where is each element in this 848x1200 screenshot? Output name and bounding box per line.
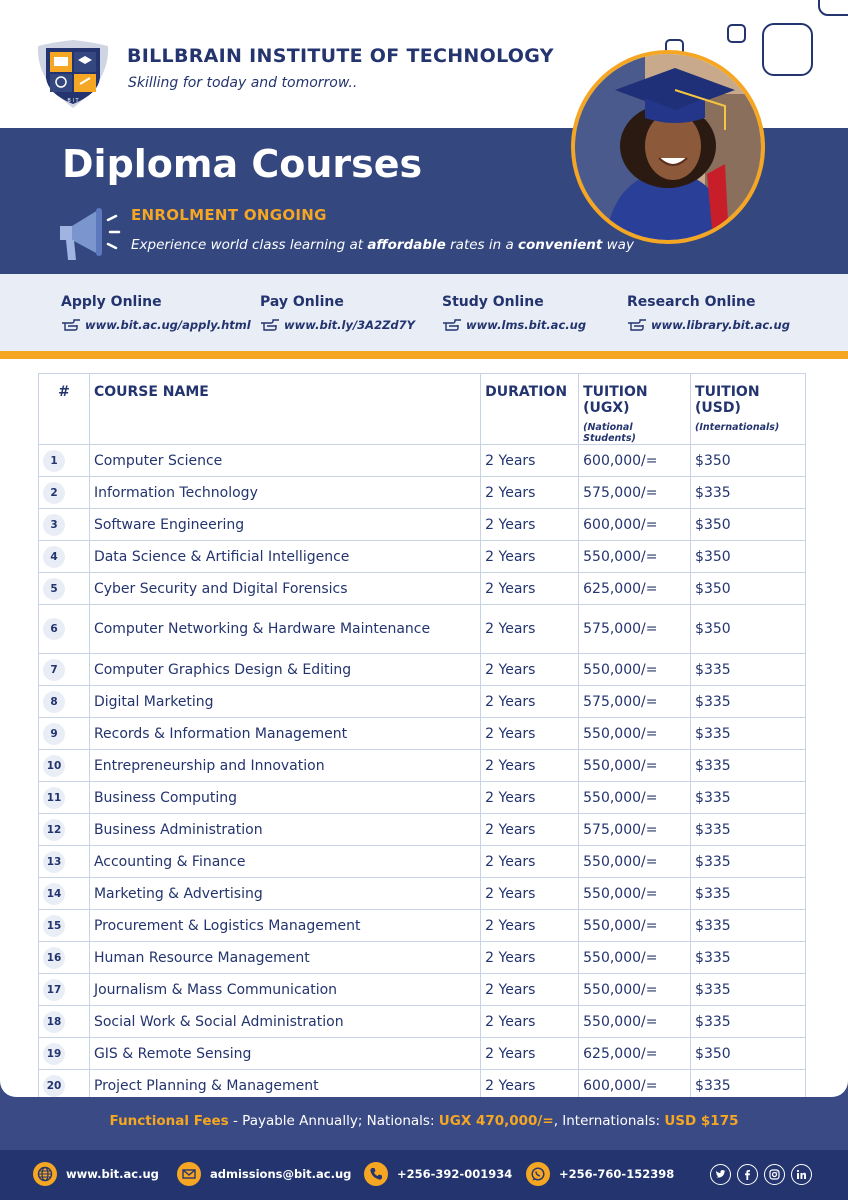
table-row	[39, 1070, 806, 1098]
table-row	[39, 782, 806, 814]
row-number-cell	[39, 782, 90, 814]
study-online-link[interactable]	[442, 318, 586, 332]
row-number: 4	[43, 546, 65, 568]
social-links	[710, 1164, 812, 1185]
row-number: 1	[43, 450, 65, 472]
footer-email[interactable]	[177, 1162, 351, 1186]
facebook-icon[interactable]	[737, 1164, 758, 1185]
pointing-hand-icon	[627, 318, 647, 332]
decor-square-4	[818, 0, 848, 16]
row-number-cell	[39, 974, 90, 1006]
course-name: Business Computing	[89, 782, 480, 814]
tuition-ugx: 550,000/=	[579, 541, 691, 573]
tuition-usd: $335	[691, 782, 806, 814]
tuition-usd: $350	[691, 509, 806, 541]
row-number: 20	[43, 1075, 65, 1097]
course-duration: 2 Years	[481, 910, 579, 942]
mail-icon	[177, 1162, 201, 1186]
tuition-ugx: 550,000/=	[579, 750, 691, 782]
course-name: Business Administration	[89, 814, 480, 846]
research-online-label: Research Online	[627, 294, 756, 310]
course-name: Journalism & Mass Communication	[89, 974, 480, 1006]
functional-fees-note	[0, 1113, 848, 1129]
tuition-usd: $335	[691, 878, 806, 910]
megaphone-icon	[52, 202, 122, 266]
row-number: 2	[43, 482, 65, 504]
footer-phone[interactable]	[364, 1162, 512, 1186]
fees-text-2: , Internationals:	[553, 1113, 665, 1129]
row-number: 17	[43, 979, 65, 1001]
tuition-ugx: 550,000/=	[579, 846, 691, 878]
row-number-cell	[39, 509, 90, 541]
row-number: 18	[43, 1011, 65, 1033]
decor-square-1	[727, 24, 746, 43]
page-title: Diploma Courses	[62, 142, 423, 186]
row-number: 8	[43, 691, 65, 713]
promo-part-5: way	[602, 237, 634, 253]
course-name: Data Science & Artificial Intelligence	[89, 541, 480, 573]
course-name: Accounting & Finance	[89, 846, 480, 878]
course-name: Computer Networking & Hardware Maintenance	[89, 605, 480, 654]
course-name: Human Resource Management	[89, 942, 480, 974]
row-number-cell	[39, 910, 90, 942]
col-header-tuition-usd	[691, 374, 806, 445]
row-number-cell	[39, 654, 90, 686]
tuition-usd: $335	[691, 750, 806, 782]
course-duration: 2 Years	[481, 814, 579, 846]
table-row	[39, 910, 806, 942]
course-duration: 2 Years	[481, 846, 579, 878]
course-duration: 2 Years	[481, 573, 579, 605]
row-number: 6	[43, 618, 65, 640]
tuition-ugx: 550,000/=	[579, 718, 691, 750]
row-number-cell	[39, 942, 90, 974]
course-duration: 2 Years	[481, 974, 579, 1006]
row-number: 3	[43, 514, 65, 536]
col-header-course: COURSE NAME	[89, 374, 480, 445]
row-number-cell	[39, 686, 90, 718]
row-number: 19	[43, 1043, 65, 1065]
row-number-cell	[39, 718, 90, 750]
tuition-ugx-sublabel: (National Students)	[583, 422, 636, 444]
tuition-ugx: 550,000/=	[579, 782, 691, 814]
graduate-photo	[571, 50, 765, 244]
table-row	[39, 654, 806, 686]
tuition-usd-label: TUITION (USD)	[695, 384, 760, 416]
course-name: GIS & Remote Sensing	[89, 1038, 480, 1070]
tuition-ugx: 600,000/=	[579, 445, 691, 477]
row-number-cell	[39, 1070, 90, 1098]
phone-icon	[364, 1162, 388, 1186]
col-header-tuition-ugx	[579, 374, 691, 445]
footer-whatsapp[interactable]	[526, 1162, 674, 1186]
tuition-usd: $350	[691, 541, 806, 573]
study-online-url: www.lms.bit.ac.ug	[466, 318, 587, 332]
row-number-cell	[39, 477, 90, 509]
course-name: Computer Science	[89, 445, 480, 477]
tuition-usd: $335	[691, 718, 806, 750]
table-row	[39, 814, 806, 846]
course-duration: 2 Years	[481, 878, 579, 910]
whatsapp-icon	[526, 1162, 550, 1186]
row-number: 5	[43, 578, 65, 600]
course-name: Computer Graphics Design & Editing	[89, 654, 480, 686]
tuition-usd: $350	[691, 605, 806, 654]
apply-online-url: www.bit.ac.ug/apply.html	[85, 318, 251, 332]
promo-part-1: Experience world class learning at	[131, 237, 368, 253]
institute-logo	[32, 36, 114, 112]
tuition-ugx: 550,000/=	[579, 654, 691, 686]
table-row	[39, 477, 806, 509]
row-number-cell	[39, 846, 90, 878]
tuition-usd: $335	[691, 910, 806, 942]
tuition-ugx: 600,000/=	[579, 509, 691, 541]
tuition-ugx: 600,000/=	[579, 1070, 691, 1098]
row-number-cell	[39, 445, 90, 477]
tuition-ugx: 550,000/=	[579, 942, 691, 974]
tuition-ugx: 625,000/=	[579, 1038, 691, 1070]
row-number-cell	[39, 541, 90, 573]
table-row	[39, 1006, 806, 1038]
promo-part-3: rates in a	[445, 237, 519, 253]
fees-label: Functional Fees	[109, 1113, 229, 1129]
row-number: 12	[43, 819, 65, 841]
footer-phone-text: +256-392-001934	[397, 1167, 513, 1181]
footer-email-text: admissions@bit.ac.ug	[210, 1167, 352, 1181]
course-duration: 2 Years	[481, 477, 579, 509]
tuition-ugx: 575,000/=	[579, 814, 691, 846]
course-duration: 2 Years	[481, 654, 579, 686]
tuition-usd: $335	[691, 654, 806, 686]
course-duration: 2 Years	[481, 605, 579, 654]
course-duration: 2 Years	[481, 686, 579, 718]
col-header-number: #	[39, 374, 90, 445]
course-duration: 2 Years	[481, 1006, 579, 1038]
table-row	[39, 974, 806, 1006]
course-name: Procurement & Logistics Management	[89, 910, 480, 942]
course-name: Cyber Security and Digital Forensics	[89, 573, 480, 605]
institution-name: BILLBRAIN INSTITUTE OF TECHNOLOGY	[127, 45, 554, 67]
table-row	[39, 942, 806, 974]
apply-online-link[interactable]	[61, 318, 251, 332]
course-name: Marketing & Advertising	[89, 878, 480, 910]
row-number-cell	[39, 1038, 90, 1070]
tuition-usd-sublabel: (Internationals)	[695, 422, 780, 433]
table-row	[39, 750, 806, 782]
table-row	[39, 541, 806, 573]
footer-website[interactable]	[33, 1162, 159, 1186]
linkedin-icon[interactable]	[791, 1164, 812, 1185]
course-name: Information Technology	[89, 477, 480, 509]
research-online-url: www.library.bit.ac.ug	[651, 318, 790, 332]
row-number: 13	[43, 851, 65, 873]
tuition-ugx: 550,000/=	[579, 910, 691, 942]
footer-website-text: www.bit.ac.ug	[66, 1167, 159, 1181]
promo-text	[131, 237, 634, 253]
col-header-duration: DURATION	[481, 374, 579, 445]
footer-whatsapp-text: +256-760-152398	[559, 1167, 675, 1181]
institution-tagline: Skilling for today and tomorrow..	[128, 75, 358, 91]
tuition-usd: $350	[691, 445, 806, 477]
course-name: Project Planning & Management	[89, 1070, 480, 1098]
tuition-usd: $350	[691, 573, 806, 605]
table-header-row	[39, 374, 806, 445]
course-duration: 2 Years	[481, 750, 579, 782]
enrolment-status: ENROLMENT ONGOING	[131, 206, 327, 224]
pointing-hand-icon	[260, 318, 280, 332]
courses-table	[38, 373, 806, 1097]
promo-emphasis-affordable: affordable	[367, 237, 446, 253]
fees-ugx: UGX 470,000/=	[438, 1113, 554, 1129]
pay-online-link[interactable]	[260, 318, 415, 332]
table-row	[39, 1038, 806, 1070]
apply-online	[61, 294, 251, 332]
table-row	[39, 686, 806, 718]
tuition-ugx-label: TUITION (UGX)	[583, 384, 648, 416]
table-row	[39, 573, 806, 605]
table-row	[39, 445, 806, 477]
course-duration: 2 Years	[481, 445, 579, 477]
svg-text:B I T: B I T	[67, 98, 79, 104]
twitter-icon[interactable]	[710, 1164, 731, 1185]
row-number: 11	[43, 787, 65, 809]
row-number: 9	[43, 723, 65, 745]
study-online	[442, 294, 586, 332]
table-row	[39, 605, 806, 654]
online-services-strip	[0, 274, 848, 351]
row-number: 15	[43, 915, 65, 937]
tuition-ugx: 575,000/=	[579, 605, 691, 654]
tuition-usd: $335	[691, 477, 806, 509]
apply-online-label: Apply Online	[61, 294, 162, 310]
course-duration: 2 Years	[481, 718, 579, 750]
table-row	[39, 878, 806, 910]
graduate-illustration	[575, 54, 761, 240]
pointing-hand-icon	[61, 318, 81, 332]
course-name: Software Engineering	[89, 509, 480, 541]
table-row	[39, 846, 806, 878]
course-duration: 2 Years	[481, 782, 579, 814]
row-number-cell	[39, 878, 90, 910]
promo-emphasis-convenient: convenient	[518, 237, 603, 253]
pay-online-url: www.bit.ly/3A2Zd7Y	[284, 318, 415, 332]
pointing-hand-icon	[442, 318, 462, 332]
row-number-cell	[39, 814, 90, 846]
course-name: Digital Marketing	[89, 686, 480, 718]
course-duration: 2 Years	[481, 509, 579, 541]
instagram-icon[interactable]	[764, 1164, 785, 1185]
tuition-usd: $335	[691, 942, 806, 974]
fees-text-1: - Payable Annually; Nationals:	[228, 1113, 439, 1129]
row-number-cell	[39, 1006, 90, 1038]
tuition-usd: $335	[691, 686, 806, 718]
decor-square-2	[762, 23, 813, 76]
globe-icon	[33, 1162, 57, 1186]
tuition-ugx: 550,000/=	[579, 1006, 691, 1038]
study-online-label: Study Online	[442, 294, 544, 310]
tuition-ugx: 550,000/=	[579, 974, 691, 1006]
course-name: Social Work & Social Administration	[89, 1006, 480, 1038]
tuition-usd: $350	[691, 1038, 806, 1070]
course-duration: 2 Years	[481, 541, 579, 573]
tuition-usd: $335	[691, 1006, 806, 1038]
course-name: Records & Information Management	[89, 718, 480, 750]
pay-online	[260, 294, 415, 332]
tuition-usd: $335	[691, 814, 806, 846]
tuition-ugx: 550,000/=	[579, 878, 691, 910]
row-number-cell	[39, 750, 90, 782]
row-number-cell	[39, 573, 90, 605]
tuition-ugx: 575,000/=	[579, 686, 691, 718]
research-online-link[interactable]	[627, 318, 790, 332]
course-duration: 2 Years	[481, 1070, 579, 1098]
row-number: 10	[43, 755, 65, 777]
table-row	[39, 718, 806, 750]
research-online	[627, 294, 790, 332]
tuition-usd: $335	[691, 974, 806, 1006]
row-number: 16	[43, 947, 65, 969]
tuition-usd: $335	[691, 846, 806, 878]
course-duration: 2 Years	[481, 1038, 579, 1070]
tuition-ugx: 575,000/=	[579, 477, 691, 509]
pay-online-label: Pay Online	[260, 294, 344, 310]
row-number: 7	[43, 659, 65, 681]
table-row	[39, 509, 806, 541]
tuition-ugx: 625,000/=	[579, 573, 691, 605]
row-number-cell	[39, 605, 90, 654]
gold-divider	[0, 351, 848, 359]
tuition-usd: $335	[691, 1070, 806, 1098]
course-name: Entrepreneurship and Innovation	[89, 750, 480, 782]
course-duration: 2 Years	[481, 942, 579, 974]
fees-usd: USD $175	[664, 1113, 739, 1129]
contact-footer	[0, 1150, 848, 1200]
row-number: 14	[43, 883, 65, 905]
